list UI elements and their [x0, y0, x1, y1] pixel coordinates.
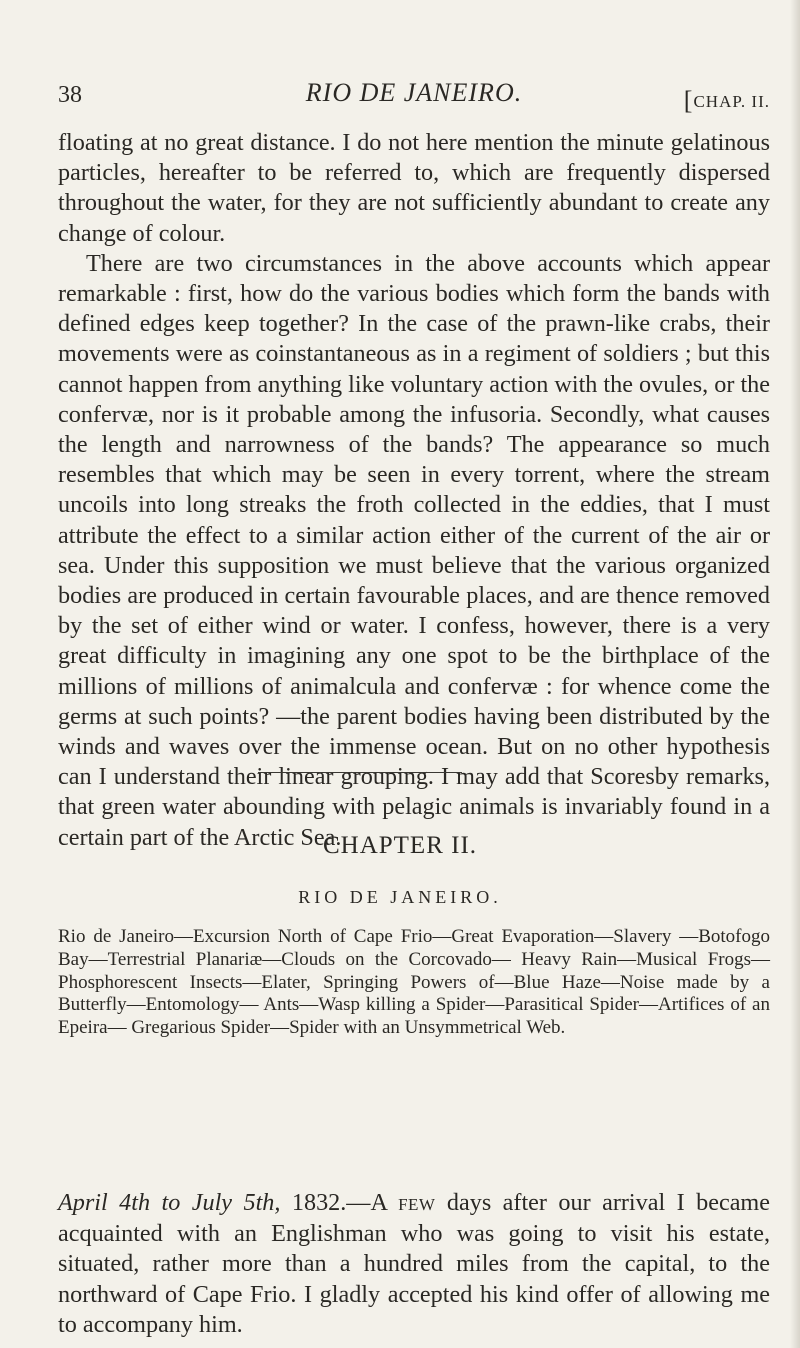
chapter-synopsis: Rio de Janeiro—Excursion North of Cape Frio—Great Evaporation—Slavery —Botofogo Bay—Terrestrial Planariæ—Clouds on the Corcovado— Heavy Rain—Musical Frogs—Phosphorescent Insects—Elater, Springing Powers of—Blue Haze—Noise made by a Butterfly—Entomology— Ants—Wasp killing a Spider—Parasitical Spider—Artifices of an Epeira— Gregarious Spider—Spider with an Unsymmetrical Web. — [58, 926, 770, 1039]
chapter-opening-paragraph — [58, 1188, 770, 1341]
opening-year: 1832.—A — [280, 1189, 399, 1216]
section-divider-rule — [258, 772, 462, 773]
body-text — [58, 128, 770, 853]
page-number: 38 — [58, 82, 82, 108]
paragraph-continuation: floating at no great distance. I do not here mention the minute gelatinous particles, hereafter to be referred to, which are frequently dispersed throughout the water, for they are not sufficiently abundant to create any change of colour. — [58, 129, 770, 247]
chapter-reference-label: CHAP. II. — [693, 92, 770, 111]
chapter-subtitle: RIO DE JANEIRO. — [298, 887, 502, 907]
chapter-heading: CHAPTER II. — [322, 832, 478, 859]
chapter-reference — [684, 84, 770, 114]
running-header — [58, 78, 770, 115]
page-edge-shadow — [790, 0, 800, 1348]
opening-date-range: April 4th to July 5th, — [58, 1189, 281, 1216]
opening-text: days after our arrival I became acquainted with an Englishman who was going to visit his estate, situated, rather more than a hundred miles from the capital, to the northward of Cape Frio. I gladly accepted his kind offer of allowing me to accompany him. — [58, 1189, 770, 1338]
running-title: RIO DE JANEIRO. — [305, 78, 523, 107]
chapter-reference-bracket: [ — [683, 86, 694, 115]
opening-few: few — [398, 1189, 436, 1216]
paragraph-circumstances: There are two circumstances in the above accounts which appear remarkable : first, how do the various bodies which form the bands with defined edges keep together? In the case of the prawn-like crabs, their movements were as coinstantaneous as in a regiment of soldiers ; but this cannot happen from anything like voluntary action with the ovules, or the confervæ, nor is it probable among the infusoria. Secondly, what causes the length and narrowness of the bands? The appearance so much resembles that which may be seen in every torrent, where the stream uncoils into long streaks the froth collected in the eddies, that I must attribute the effect to a similar action either of the current of the air or sea. Under this supposition we must believe that the various organized bodies are produced in certain favourable places, and are thence removed by the set of either wind or water. I confess, however, there is a very great difficulty in imagining any one spot to be the birthplace of the millions of millions of animalcula and confervæ : for whence come the germs at such points? —the parent bodies having been distributed by the winds and waves over the immense ocean. But on no other hypothesis can I understand their linear grouping. I may add that Scoresby remarks, that green water abounding with pelagic animals is invariably found in a certain part of the Arctic Sea. — [58, 249, 771, 851]
